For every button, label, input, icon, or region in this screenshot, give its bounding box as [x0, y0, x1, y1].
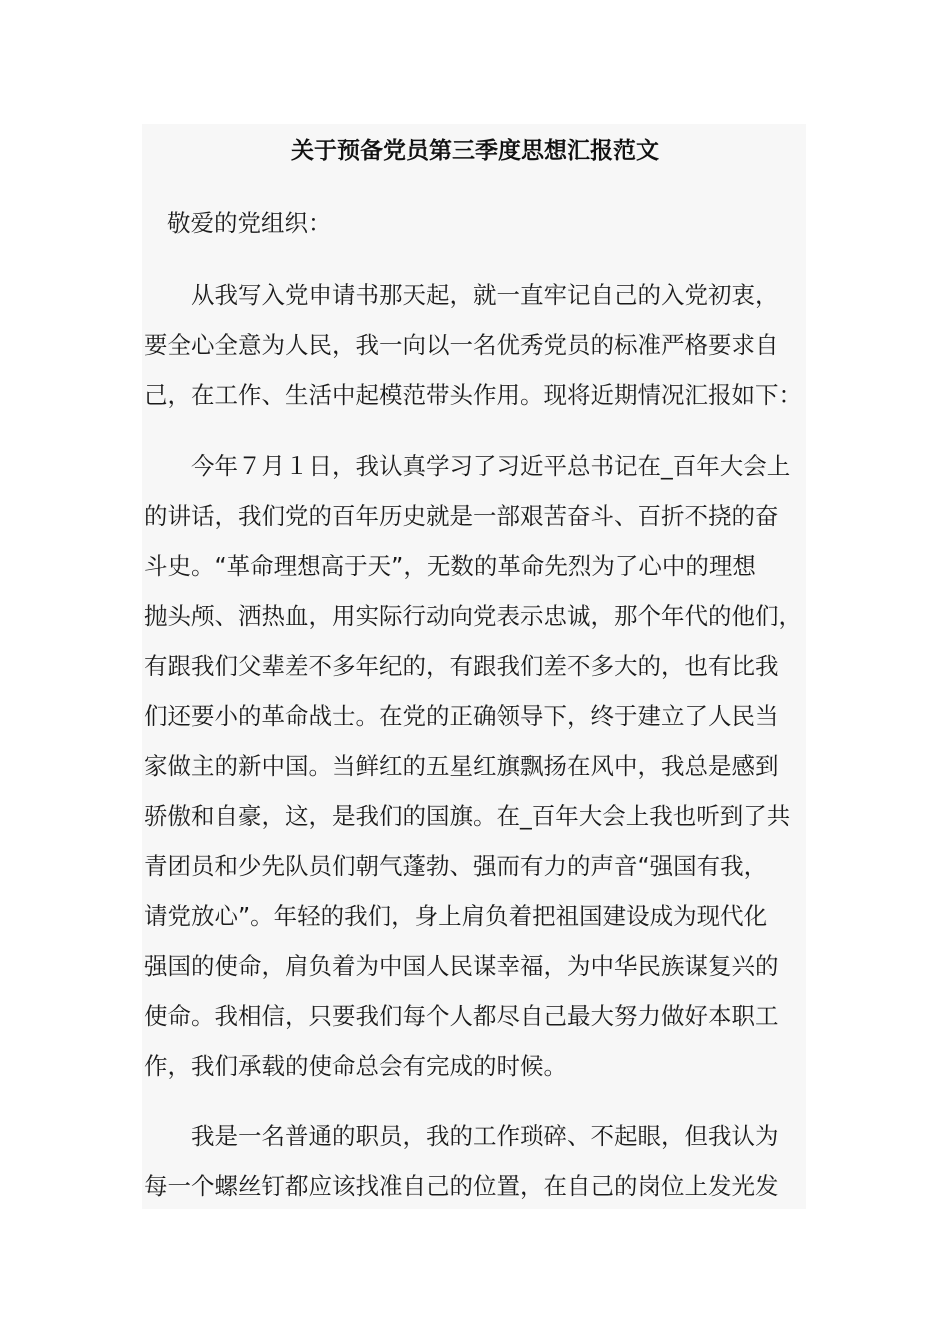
paragraph-line: 使命。我相信，只要我们每个人都尽自己最大努力做好本职工 — [144, 1002, 779, 1030]
paragraph-line: 己，在工作、生活中起模范带头作用。现将近期情况汇报如下： — [144, 381, 802, 409]
paragraph-line: 有跟我们父辈差不多年纪的，有跟我们差不多大的，也有比我 — [144, 652, 779, 680]
paragraph-line: 抛头颅、洒热血，用实际行动向党表示忠诚，那个年代的他们， — [144, 602, 802, 630]
paragraph-line: 们还要小的革命战士。在党的正确领导下，终于建立了人民当 — [144, 702, 779, 730]
paragraph-line: 每一个螺丝钉都应该找准自己的位置，在自己的岗位上发光发 — [144, 1172, 779, 1200]
paragraph-line: 作，我们承载的使命总会有完成的时候。 — [144, 1052, 567, 1080]
paragraph-line: 青团员和少先队员们朝气蓬勃、强而有力的声音“强国有我， — [144, 852, 768, 880]
paragraph-line: 的讲话，我们党的百年历史就是一部艰苦奋斗、百折不挠的奋 — [144, 502, 779, 530]
salutation: 敬爱的党组织： — [167, 209, 332, 237]
paragraph-line: 从我写入党申请书那天起，就一直牢记自己的入党初衷， — [191, 281, 779, 309]
paragraph-line: 我是一名普通的职员，我的工作琐碎、不起眼，但我认为 — [191, 1122, 779, 1150]
paragraph-intro — [144, 270, 802, 420]
document-title: 关于预备党员第三季度思想汇报范文 — [291, 138, 659, 164]
paragraph-line: 要全心全意为人民，我一向以一名优秀党员的标准严格要求自 — [144, 331, 779, 359]
paragraph-line: 请党放心”。年轻的我们，身上肩负着把祖国建设成为现代化 — [144, 902, 768, 930]
paragraph-line: 斗史。“革命理想高于天”，无数的革命先烈为了心中的理想 — [144, 552, 756, 580]
paragraph-line: 今年７月１日，我认真学习了习近平总书记在_百年大会上 — [191, 452, 791, 480]
paragraph-centenary — [144, 441, 802, 1091]
paragraph-work — [144, 1111, 779, 1211]
paragraph-line: 强国的使命，肩负着为中国人民谋幸福，为中华民族谋复兴的 — [144, 952, 779, 980]
paragraph-line: 家做主的新中国。当鲜红的五星红旗飘扬在风中，我总是感到 — [144, 752, 779, 780]
paragraph-line: 骄傲和自豪，这，是我们的国旗。在_百年大会上我也听到了共 — [144, 802, 791, 830]
